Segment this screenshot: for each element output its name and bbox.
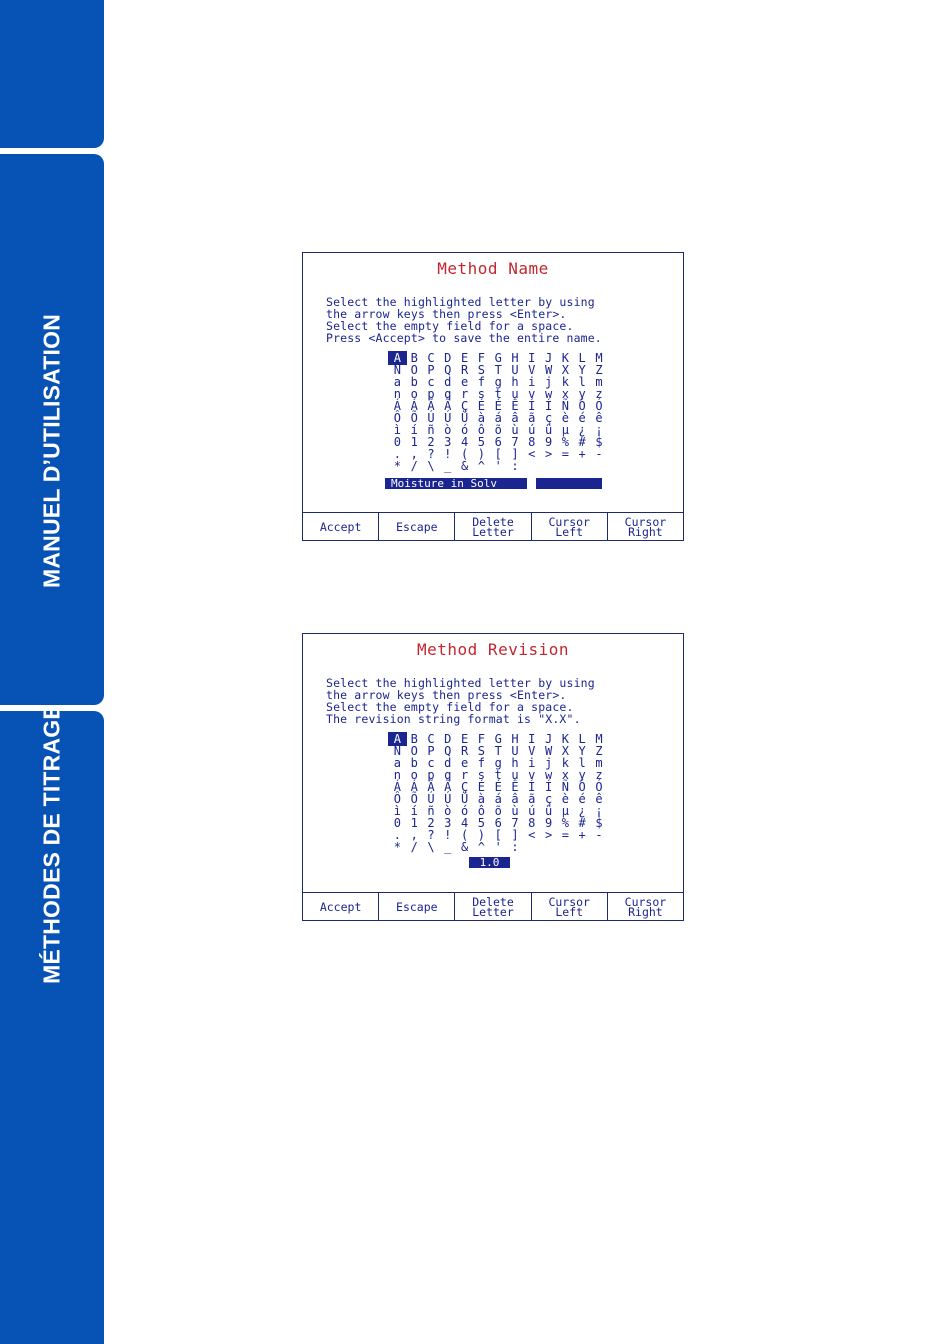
char-key[interactable]: Ú [444, 792, 452, 806]
char-key[interactable]: Ó [595, 399, 603, 413]
char-key[interactable]: V [528, 363, 536, 377]
char-key[interactable]: I [528, 351, 536, 365]
char-key[interactable]: W [544, 744, 553, 758]
char-key[interactable]: q [444, 387, 452, 401]
char-key[interactable]: x [561, 768, 569, 782]
char-key[interactable]: r [460, 768, 469, 782]
char-key[interactable]: Á [410, 780, 418, 794]
char-key[interactable]: Ñ [561, 399, 569, 413]
char-key[interactable]: ô [477, 423, 485, 437]
char-key[interactable]: a [393, 375, 402, 389]
char-key[interactable]: Í [544, 780, 553, 794]
char-key[interactable]: A [389, 352, 406, 364]
char-key[interactable]: - [595, 447, 603, 461]
char-key [574, 841, 591, 853]
char-key[interactable]: + [578, 828, 586, 842]
char-key[interactable]: : [511, 840, 519, 854]
char-key[interactable]: Á [410, 399, 418, 413]
char-key[interactable]: / [410, 459, 418, 473]
char-key[interactable]: d [444, 756, 452, 770]
char-key[interactable]: ! [444, 447, 452, 461]
char-key[interactable]: M [595, 732, 603, 746]
char-key[interactable]: k [561, 375, 569, 389]
char-key[interactable]: G [494, 732, 502, 746]
char-key[interactable]: C [427, 732, 435, 746]
side-tab-user-manual [0, 154, 104, 705]
char-key[interactable]: Ã [427, 399, 435, 413]
char-key [540, 460, 557, 472]
char-key[interactable]: t [494, 768, 502, 782]
char-key[interactable]: > [544, 828, 553, 842]
char-key[interactable]: 7 [511, 435, 519, 449]
char-key[interactable]: \ [427, 840, 435, 854]
char-key[interactable]: 9 [544, 816, 553, 830]
char-key[interactable]: ã [528, 411, 536, 425]
char-key[interactable]: 3 [444, 816, 452, 830]
char-key[interactable]: Z [595, 363, 603, 377]
char-key[interactable]: y [578, 768, 586, 782]
char-key[interactable]: i [528, 375, 536, 389]
char-key[interactable]: S [477, 363, 485, 377]
char-key[interactable]: ( [460, 828, 469, 842]
char-key[interactable]: 2 [427, 435, 435, 449]
char-key[interactable]: 1 [410, 435, 418, 449]
char-key[interactable]: ó [460, 423, 469, 437]
char-key [591, 460, 608, 472]
char-key[interactable]: ü [544, 804, 553, 818]
char-key[interactable]: , [410, 447, 418, 461]
char-key[interactable]: ! [444, 828, 452, 842]
char-key[interactable]: é [578, 792, 586, 806]
char-key[interactable]: j [544, 375, 553, 389]
char-key[interactable]: \ [427, 459, 435, 473]
escape-button[interactable]: Escape [379, 893, 455, 920]
char-key[interactable]: h [511, 375, 519, 389]
char-key[interactable]: 9 [544, 435, 553, 449]
char-key[interactable]: O [410, 363, 418, 377]
char-key[interactable]: b [410, 375, 418, 389]
char-key[interactable]: w [544, 768, 553, 782]
char-key[interactable]: Ã [427, 780, 435, 794]
char-key[interactable]: Ú [427, 411, 435, 425]
char-key[interactable]: á [494, 411, 502, 425]
char-key[interactable]: Ó [578, 780, 586, 794]
char-key[interactable]: 4 [460, 816, 469, 830]
char-key[interactable]: F [477, 732, 485, 746]
char-key [557, 841, 574, 853]
char-key[interactable]: P [427, 363, 435, 377]
char-key[interactable]: õ [494, 804, 502, 818]
char-key[interactable]: s [477, 768, 485, 782]
char-key[interactable]: N [393, 744, 402, 758]
char-key[interactable]: [ [494, 447, 502, 461]
char-key[interactable]: ¡ [595, 804, 603, 818]
char-key[interactable]: & [460, 459, 469, 473]
char-key[interactable]: è [561, 792, 569, 806]
char-key[interactable]: R [460, 744, 469, 758]
char-key[interactable]: V [528, 744, 536, 758]
cursor-left-button[interactable]: Cursor Left [532, 513, 608, 540]
char-key[interactable]: , [410, 828, 418, 842]
char-key[interactable]: µ [561, 423, 569, 437]
char-key[interactable]: 8 [528, 435, 536, 449]
char-key[interactable]: Q [444, 363, 452, 377]
char-key[interactable]: n [393, 387, 402, 401]
char-key[interactable]: . [393, 828, 402, 842]
instructions: Select the highlighted letter by using the arrow keys then press <Enter>. Select the empty field for a space. The revision string format is "X.X". [326, 676, 595, 726]
char-key[interactable]: Ñ [561, 780, 569, 794]
char-key[interactable]: j [544, 756, 553, 770]
char-key[interactable]: $ [595, 435, 603, 449]
char-key[interactable]: M [595, 351, 603, 365]
char-key[interactable]: ¿ [578, 423, 586, 437]
char-key[interactable]: t [494, 387, 502, 401]
char-key[interactable]: Q [444, 744, 452, 758]
char-key[interactable]: É [477, 780, 485, 794]
char-key[interactable]: Ê [511, 780, 519, 794]
char-key[interactable]: Õ [410, 411, 418, 425]
char-key[interactable]: [ [494, 828, 502, 842]
char-key[interactable]: ' [494, 840, 502, 854]
char-key[interactable]: x [561, 387, 569, 401]
char-key[interactable]: < [528, 447, 536, 461]
char-key[interactable]: µ [561, 804, 569, 818]
cursor-right-button[interactable]: Cursor Right [624, 514, 667, 539]
char-key[interactable]: i [528, 756, 536, 770]
char-key[interactable]: a [393, 756, 402, 770]
char-key[interactable]: ù [511, 804, 519, 818]
char-key[interactable]: g [494, 756, 502, 770]
char-key[interactable]: e [460, 756, 469, 770]
char-key[interactable]: Ê [511, 399, 519, 413]
char-key[interactable]: C [427, 351, 435, 365]
char-key[interactable]: à [477, 792, 485, 806]
char-key[interactable]: ü [544, 423, 553, 437]
char-key[interactable]: # [578, 816, 586, 830]
char-key[interactable]: í [410, 804, 418, 818]
char-key[interactable]: E [460, 351, 469, 365]
char-key[interactable]: ' [494, 459, 502, 473]
char-key[interactable]: F [477, 351, 485, 365]
char-key[interactable]: % [561, 816, 569, 830]
char-key[interactable]: l [578, 756, 586, 770]
char-key[interactable]: p [427, 768, 435, 782]
char-key[interactable]: ú [528, 804, 536, 818]
char-key[interactable]: Ü [460, 411, 469, 425]
char-key[interactable]: L [578, 732, 586, 746]
char-key[interactable]: : [511, 459, 519, 473]
char-key[interactable]: D [444, 351, 452, 365]
char-key[interactable]: ^ [477, 459, 485, 473]
char-key[interactable]: è [561, 411, 569, 425]
char-key[interactable]: Ô [393, 411, 402, 425]
char-key[interactable]: < [528, 828, 536, 842]
char-key[interactable]: _ [444, 459, 452, 473]
char-key[interactable]: ) [477, 447, 485, 461]
char-key[interactable]: * [393, 840, 402, 854]
char-key[interactable]: ñ [427, 423, 435, 437]
char-key[interactable]: - [595, 828, 603, 842]
char-key[interactable]: ( [460, 447, 469, 461]
char-key[interactable]: ñ [427, 804, 435, 818]
char-key[interactable]: W [544, 363, 553, 377]
char-key[interactable]: s [477, 387, 485, 401]
char-key[interactable]: É [494, 780, 502, 794]
char-key[interactable]: p [427, 387, 435, 401]
char-key[interactable]: 5 [477, 816, 485, 830]
char-key[interactable]: õ [494, 423, 502, 437]
char-key[interactable]: ã [528, 792, 536, 806]
char-key[interactable]: _ [444, 840, 452, 854]
char-key[interactable]: v [528, 387, 536, 401]
char-key[interactable]: ù [511, 423, 519, 437]
character-grid [389, 733, 607, 853]
char-key[interactable]: e [460, 375, 469, 389]
char-key[interactable]: T [494, 744, 502, 758]
cursor-left-button[interactable]: Cursor Left [532, 893, 608, 920]
char-key[interactable]: I [528, 732, 536, 746]
char-key[interactable]: * [393, 459, 402, 473]
char-key[interactable]: Ü [460, 792, 469, 806]
char-key[interactable]: X [561, 744, 569, 758]
char-key[interactable]: v [528, 768, 536, 782]
char-key[interactable]: + [578, 447, 586, 461]
char-key [574, 460, 591, 472]
char-key[interactable]: ì [393, 423, 402, 437]
char-key[interactable]: ? [427, 447, 435, 461]
char-key[interactable]: $ [595, 816, 603, 830]
char-key[interactable]: Z [595, 744, 603, 758]
char-key[interactable]: o [410, 768, 418, 782]
char-key[interactable]: ò [444, 804, 452, 818]
char-key[interactable]: 1 [410, 816, 418, 830]
char-key[interactable]: 8 [528, 816, 536, 830]
char-key[interactable]: É [494, 399, 502, 413]
char-key[interactable]: Ó [595, 780, 603, 794]
char-key[interactable]: d [444, 375, 452, 389]
char-key[interactable]: Í [528, 780, 536, 794]
char-key[interactable]: ê [595, 792, 603, 806]
char-key[interactable]: 3 [444, 435, 452, 449]
char-key[interactable]: m [595, 756, 603, 770]
char-key[interactable]: ¿ [578, 804, 586, 818]
char-key[interactable]: ? [427, 828, 435, 842]
char-key[interactable]: ó [460, 804, 469, 818]
char-key[interactable]: 4 [460, 435, 469, 449]
char-key[interactable]: E [460, 732, 469, 746]
char-key[interactable]: Á [393, 399, 402, 413]
char-key[interactable]: Ç [460, 399, 469, 413]
side-tab-top [0, 0, 104, 148]
char-key[interactable]: c [427, 756, 435, 770]
char-key[interactable]: y [578, 387, 586, 401]
char-key[interactable]: Ã [444, 399, 452, 413]
name-entry-field[interactable]: Moisture in Solv [385, 478, 527, 489]
screen-title: Method Name [437, 259, 549, 278]
char-key[interactable]: P [427, 744, 435, 758]
delete-letter-button[interactable]: Delete Letter [455, 513, 531, 540]
char-key[interactable]: ] [511, 447, 519, 461]
char-key[interactable]: 2 [427, 816, 435, 830]
char-key[interactable]: # [578, 435, 586, 449]
char-key[interactable]: H [511, 351, 519, 365]
char-key[interactable]: J [544, 732, 553, 746]
screen-title: Method Revision [417, 640, 569, 659]
char-key[interactable]: g [494, 375, 502, 389]
char-key[interactable]: 0 [393, 816, 402, 830]
char-key[interactable]: é [578, 411, 586, 425]
char-key[interactable]: K [561, 732, 569, 746]
char-key [557, 460, 574, 472]
revision-entry-field[interactable]: 1.0 [469, 857, 510, 868]
char-key[interactable]: Ú [444, 411, 452, 425]
char-key[interactable]: 0 [393, 435, 402, 449]
method-name-screen [302, 252, 684, 541]
char-key[interactable]: X [561, 363, 569, 377]
char-key[interactable]: = [561, 447, 569, 461]
char-key[interactable]: U [511, 363, 519, 377]
char-key[interactable]: N [393, 363, 402, 377]
char-key[interactable]: L [578, 351, 586, 365]
softkey-bar [303, 892, 683, 920]
side-tab-label: MANUEL D’UTILISATION [38, 313, 65, 589]
char-key[interactable]: G [494, 351, 502, 365]
char-key[interactable]: & [460, 840, 469, 854]
char-key[interactable]: T [494, 363, 502, 377]
char-key[interactable]: l [578, 375, 586, 389]
char-key [523, 460, 540, 472]
char-key[interactable]: ¡ [595, 423, 603, 437]
char-key[interactable]: Ó [578, 399, 586, 413]
char-key[interactable]: ì [393, 804, 402, 818]
char-key[interactable]: ) [477, 828, 485, 842]
char-key[interactable]: Í [528, 399, 536, 413]
cursor-right-button[interactable]: Cursor Right [624, 894, 667, 919]
char-key[interactable]: b [410, 756, 418, 770]
char-key[interactable]: ò [444, 423, 452, 437]
char-key[interactable]: O [410, 744, 418, 758]
char-key[interactable]: ] [511, 828, 519, 842]
char-key[interactable]: R [460, 363, 469, 377]
char-key[interactable]: z [595, 768, 603, 782]
char-key [540, 841, 557, 853]
character-grid [389, 352, 607, 472]
side-tab-label: MÉTHODES DE TITRAGE [38, 704, 65, 984]
char-key[interactable]: ô [477, 804, 485, 818]
char-key[interactable]: â [511, 411, 519, 425]
char-key [591, 841, 608, 853]
char-key[interactable]: o [410, 387, 418, 401]
char-key[interactable]: B [410, 351, 418, 365]
char-key[interactable]: m [595, 375, 603, 389]
char-key[interactable]: D [444, 732, 452, 746]
char-key[interactable]: u [511, 387, 519, 401]
char-key[interactable]: á [494, 792, 502, 806]
char-key[interactable]: 5 [477, 435, 485, 449]
char-key[interactable]: ç [544, 792, 553, 806]
char-key[interactable]: Ã [444, 780, 452, 794]
char-key[interactable]: B [410, 732, 418, 746]
char-key[interactable]: q [444, 768, 452, 782]
char-key[interactable]: c [427, 375, 435, 389]
char-key[interactable]: ê [595, 411, 603, 425]
method-revision-screen [302, 633, 684, 921]
char-key[interactable]: â [511, 792, 519, 806]
char-key[interactable]: k [561, 756, 569, 770]
char-key[interactable]: h [511, 756, 519, 770]
char-key[interactable]: H [511, 732, 519, 746]
char-key[interactable]: U [511, 744, 519, 758]
char-key[interactable]: u [511, 768, 519, 782]
char-key[interactable]: z [595, 387, 603, 401]
char-key[interactable]: Y [578, 363, 586, 377]
char-key[interactable]: Ú [427, 792, 435, 806]
char-key[interactable]: ç [544, 411, 553, 425]
char-key[interactable]: à [477, 411, 485, 425]
char-key [523, 841, 540, 853]
char-key[interactable]: ^ [477, 840, 485, 854]
char-key[interactable]: ú [528, 423, 536, 437]
char-key[interactable]: f [477, 756, 485, 770]
char-key[interactable]: É [477, 399, 485, 413]
char-key[interactable]: . [393, 447, 402, 461]
char-key[interactable]: Ç [460, 780, 469, 794]
softkey-bar [303, 512, 683, 540]
char-key[interactable]: Í [544, 399, 553, 413]
char-key[interactable]: f [477, 375, 485, 389]
char-key[interactable]: 6 [494, 435, 502, 449]
instructions: Select the highlighted letter by using the arrow keys then press <Enter>. Select the empty field for a space. Press <Accept> to save the entire name. [326, 295, 602, 345]
char-key[interactable]: 7 [511, 816, 519, 830]
delete-letter-button[interactable]: Delete Letter [455, 893, 531, 920]
accept-button[interactable]: Accept [303, 513, 379, 540]
char-key[interactable]: í [410, 423, 418, 437]
char-key[interactable]: > [544, 447, 553, 461]
empty-space-field[interactable] [536, 478, 602, 489]
char-key[interactable]: A [389, 733, 406, 745]
char-key[interactable]: Õ [410, 792, 418, 806]
char-key[interactable]: % [561, 435, 569, 449]
char-key[interactable]: / [410, 840, 418, 854]
char-key[interactable]: Ô [393, 792, 402, 806]
char-key[interactable]: Á [393, 780, 402, 794]
accept-button[interactable]: Accept [303, 893, 379, 920]
char-key[interactable]: 6 [494, 816, 502, 830]
char-key[interactable]: S [477, 744, 485, 758]
side-tab-titration-methods [0, 704, 104, 1344]
char-key[interactable]: J [544, 351, 553, 365]
char-key[interactable]: K [561, 351, 569, 365]
escape-button[interactable]: Escape [379, 513, 455, 540]
char-key[interactable]: r [460, 387, 469, 401]
char-key[interactable]: Y [578, 744, 586, 758]
char-key[interactable]: n [393, 768, 402, 782]
char-key[interactable]: = [561, 828, 569, 842]
char-key[interactable]: w [544, 387, 553, 401]
